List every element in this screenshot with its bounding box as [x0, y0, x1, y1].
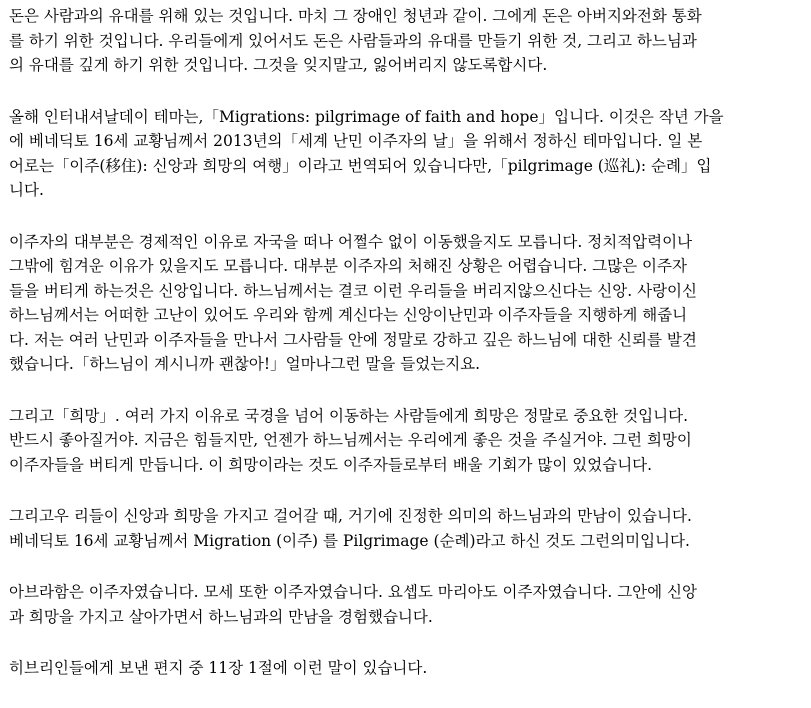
paragraph-abraham: [9, 580, 804, 629]
text-line: 의 유대를 깊게 하기 위한 것입니다. 그것을 잊지말고, 잃어버리지 않도록합시다.: [9, 56, 548, 74]
text-line: 에 베네딕토 16세 교황님께서 2013년의「세계 난민 이주자의 날」을 위해서 정하신 테마입니다. 일 본: [9, 132, 703, 150]
paragraph-theme: [9, 105, 804, 203]
paragraph-faith: [9, 230, 804, 377]
paragraph-pilgrimage: [9, 504, 804, 553]
text-line: 베네딕토 16세 교황님께서 Migration (이주) 를 Pilgrimage (순례)라고 하신 것도 그런의미입니다.: [9, 531, 690, 550]
paragraph-money: [9, 4, 804, 78]
text-line: 돈은 사람과의 유대를 위해 있는 것입니다. 마치 그 장애인 청년과 같이. 그에게 돈은 아버지와전화 통화: [9, 7, 702, 25]
paragraph-hope: [9, 404, 804, 478]
text-line: 그리고우 리들이 신앙과 희망을 가지고 걸어갈 때, 거기에 진정한 의미의 하느님과의 만남이 있습니다.: [9, 507, 692, 525]
document-body: [9, 4, 804, 708]
text-line: 아브라함은 이주자였습니다. 모세 또한 이주자였습니다. 요셉도 마리아도 이주자였습니다. 그안에 신앙: [9, 583, 697, 601]
text-line: 올해 인터내셔날데이 테마는,「Migrations: pilgrimage of faith and hope」입니다. 이것은 작년 가을: [9, 107, 724, 126]
text-line: 그밖에 힘겨운 이유가 있을지도 모릅니다. 대부분 이주자의 처해진 상황은 어렵습니다. 그많은 이주자: [9, 257, 687, 275]
paragraph-hebrews: [9, 656, 804, 681]
text-line: 어로는「이주(移住): 신앙과 희망의 여행」이라고 번역되어 있습니다만,「pilgrimage (巡礼): 순례」입: [9, 156, 712, 175]
text-line: 했습니다.「하느님이 계시니까 괜찮아!」얼마나그런 말을 들었는지요.: [9, 355, 481, 373]
text-line: 하느님께서는 어떠한 고난이 있어도 우리와 함께 계신다는 신앙이난민과 이주자들을 지행하게 해줍니: [9, 306, 688, 324]
text-line: 니다.: [9, 181, 44, 199]
text-line: 다. 저는 여러 난민과 이주자들을 만나서 그사람들 안에 정말로 강하고 깊은 하느님에 대한 신뢰를 발견: [9, 330, 697, 349]
text-line: 이주자들을 버티게 만듭니다. 이 희망이라는 것도 이주자들로부터 배울 기회가 많이 있었습니다.: [9, 455, 653, 474]
text-line: 반드시 좋아질거야. 지금은 힘들지만, 언젠가 하느님께서는 우리에게 좋은 것을 주실거야. 그런 희망이: [9, 431, 692, 449]
text-line: 히브리인들에게 보낸 편지 중 11장 1절에 이런 말이 있습니다.: [9, 659, 428, 677]
text-line: 이주자의 대부분은 경제적인 이유로 자국을 떠나 어쩔수 없이 이동했을지도 모릅니다. 정치적압력이나: [9, 232, 693, 251]
text-line: 그리고「희망」. 여러 가지 이유로 국경을 넘어 이동하는 사람들에게 희망은 정말로 중요한 것입니다.: [9, 406, 689, 425]
text-line: 를 하기 위한 것입니다. 우리들에게 있어서도 돈은 사람들과의 유대를 만들기 위한 것, 그리고 하느님과: [9, 31, 697, 50]
text-line: 과 희망을 가지고 살아가면서 하느님과의 만남을 경험했습니다.: [9, 607, 433, 626]
text-line: 들을 버티게 하는것은 신앙입니다. 하느님께서는 결코 이런 우리들을 버리지않으신다는 신앙. 사랑이신: [9, 281, 697, 300]
